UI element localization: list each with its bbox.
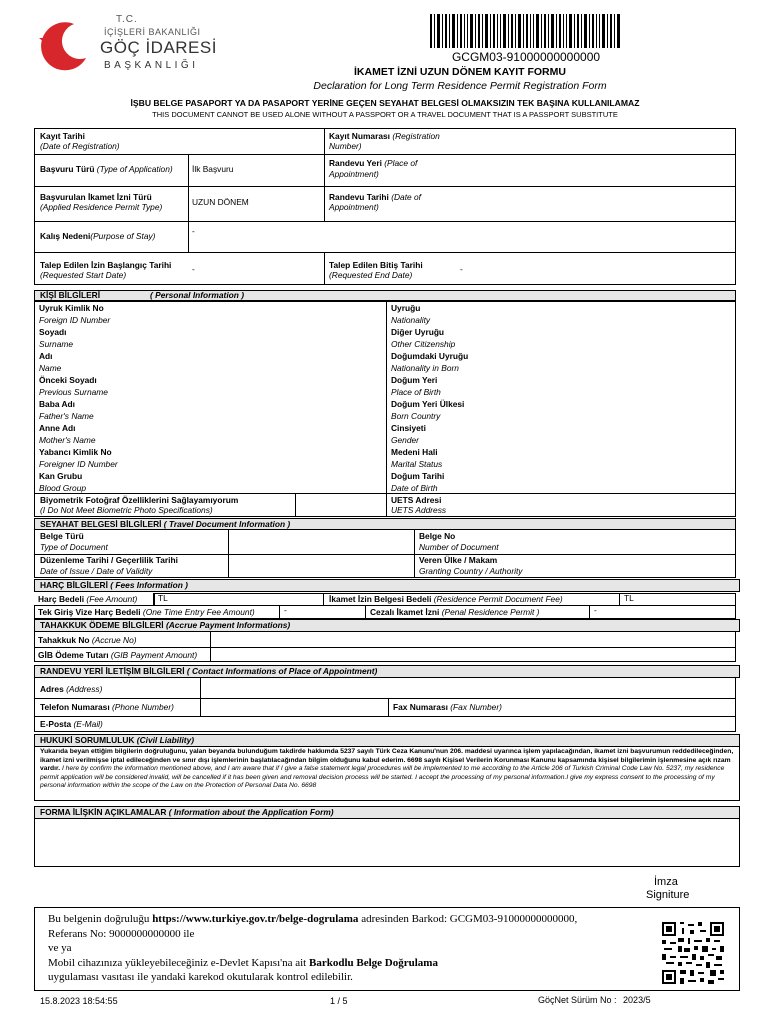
kayit-no-label: Kayıt Numarası bbox=[329, 131, 390, 141]
verify-line5: uygulaması vasıtası ile yandaki karekod okutularak kontrol edilebilir. bbox=[48, 971, 353, 983]
travel-title-en: ( Travel Document Information ) bbox=[163, 519, 291, 529]
harc-en: (Fee Amount) bbox=[86, 594, 138, 604]
verify-line3: ve ya bbox=[48, 942, 72, 954]
basvuru-turu-label: Başvuru Türü bbox=[40, 164, 95, 174]
vize-value: - bbox=[284, 605, 287, 615]
logo bbox=[34, 14, 217, 76]
personal-right-field-label-en: Marital Status bbox=[391, 459, 443, 469]
adres-en: (Address) bbox=[66, 684, 103, 694]
footer-version: 2023/5 bbox=[623, 995, 651, 1005]
belge-turu-en: Type of Document bbox=[40, 542, 108, 552]
personal-right-field-label-en: Gender bbox=[391, 435, 419, 445]
ikamet-bedel-en: (Residence Permit Document Fee) bbox=[433, 594, 563, 604]
cezali-label: Cezalı İkamet İzni bbox=[370, 607, 440, 617]
gib-label: GİB Ödeme Tutarı bbox=[38, 650, 109, 660]
randevu-yeri-en: (Place of bbox=[384, 158, 418, 168]
personal-right-field-label: Doğum Yeri bbox=[391, 375, 438, 385]
verify-line1-b: adresinden Barkod: GCGM03-91000000000000, bbox=[361, 913, 578, 925]
personal-left-field-label: Baba Adı bbox=[39, 399, 75, 409]
kalis-nedeni-value: - bbox=[192, 226, 195, 236]
harc-value: TL bbox=[158, 593, 168, 603]
verify-line4-b: Barkodlu Belge Doğrulama bbox=[309, 956, 438, 969]
accrue-title: TAHAKKUK ÖDEME BİLGİLERİ bbox=[40, 620, 164, 630]
personal-left-field-label: Anne Adı bbox=[39, 423, 76, 433]
ikamet-bedel-value: TL bbox=[624, 593, 634, 603]
notes-title: FORMA İLİŞKİN AÇIKLAMALAR bbox=[40, 807, 167, 817]
personal-right-field-label: Doğum Yeri Ülkesi bbox=[391, 399, 465, 409]
verify-url[interactable]: https://www.turkiye.gov.tr/belge-dogrulama bbox=[152, 913, 359, 925]
kalis-nedeni-en: (Purpose of Stay) bbox=[90, 231, 156, 241]
randevu-tarihi-label: Randevu Tarihi bbox=[329, 192, 389, 202]
tahakkuk-no-label: Tahakkuk No bbox=[38, 635, 90, 645]
kayit-tarihi-en: (Date of Registration) bbox=[40, 141, 120, 151]
personal-right-field-label-en: Nationality in Born bbox=[391, 363, 459, 373]
footer-version-label: GöçNet Sürüm No : bbox=[538, 995, 617, 1005]
belge-no-label: Belge No bbox=[419, 531, 456, 541]
personal-left-field-label-en: Foreigner ID Number bbox=[39, 459, 118, 469]
kayit-tarihi-label: Kayıt Tarihi bbox=[40, 131, 85, 141]
barcode-icon bbox=[430, 14, 620, 48]
telefon-en: (Phone Number) bbox=[111, 702, 174, 712]
baslangic-value: - bbox=[192, 264, 195, 274]
fax-label: Fax Numarası bbox=[393, 702, 448, 712]
personal-right-field-label-en: Born Country bbox=[391, 411, 441, 421]
baslangic-en: (Requested Start Date) bbox=[40, 270, 127, 280]
basvuru-turu-value: İlk Başvuru bbox=[192, 164, 234, 174]
logo-ministry: İÇİŞLERİ BAKANLIĞI bbox=[104, 27, 201, 37]
personal-left-field-label-en: Name bbox=[39, 363, 62, 373]
gecerlilik-label: Düzenleme Tarihi / Geçerlilik Tarihi bbox=[40, 555, 178, 565]
gib-en: (GIB Payment Amount) bbox=[110, 650, 198, 660]
barcode bbox=[430, 14, 620, 48]
personal-left-field-label-en: Father's Name bbox=[39, 411, 94, 421]
fax-en: (Fax Number) bbox=[450, 702, 502, 712]
notes-area bbox=[34, 819, 740, 867]
liability-text-en: I here by confirm the information mentioned above, and I am aware that if I give a false statement legal procedures will be implemented to me according to the Article 206 of Turkish Criminal Code Law No. 5237, my residence permit application will be considered invalid, will be cancelled if it has been given and removal decision process will be started. I accept the processing of my personal information.I give my express consent to the processing of my personal information within the scope of the Law on the Protection of Personal Data No. 6698 bbox=[40, 765, 725, 790]
veren-label: Veren Ülke / Makam bbox=[419, 555, 498, 565]
vize-en: (One Time Entry Fee Amount) bbox=[142, 607, 255, 617]
logo-tc: T.C. bbox=[116, 14, 138, 25]
cezali-value: - bbox=[594, 605, 597, 615]
randevu-tarihi-en2: Appointment) bbox=[329, 202, 379, 212]
belge-turu-label: Belge Türü bbox=[40, 531, 84, 541]
verify-line2: Referans No: 9000000000000 ile bbox=[48, 927, 195, 940]
eposta-en: (E-Mail) bbox=[73, 719, 103, 729]
telefon-label: Telefon Numarası bbox=[40, 702, 110, 712]
personal-right-field-label: Doğum Tarihi bbox=[391, 471, 445, 481]
accrue-title-en: (Accrue Payment Informations) bbox=[165, 620, 291, 630]
notes-title-en: ( Information about the Application Form) bbox=[168, 807, 334, 817]
kalis-nedeni-label: Kalış Nedeni bbox=[40, 231, 91, 241]
kayit-no-en2: Number) bbox=[329, 141, 362, 151]
ikamet-bedel-label: İkamet İzin Belgesi Bedeli bbox=[329, 594, 432, 604]
personal-left-field-label-en: Foreign ID Number bbox=[39, 315, 111, 325]
liability-text-tr: Yukarıda beyan ettiğim bilgilerin doğruluğunu, yalan beyanda bulunduğum takdirde hakkımda 5237 sayılı Türk Ceza Kanunu'nun 206. maddesi uyarınca işlem yapılacağından, ikamet izni başvurumun reddedileceğinden, ikamet izni verilmişse iptal edileceğinden ve sınır dışı işlemlerinin başlatılacağından bilgim olduğunu kabul ederim. 6698 sayılı Kişisel Verilerin Korunması Kanunu kapsamında kişisel bilgilerimin işlenmesine açık rızam vardır. bbox=[40, 748, 734, 773]
personal-left-field-label-en: Previous Surname bbox=[39, 387, 108, 397]
personal-left-field-label: Uyruk Kimlik No bbox=[39, 303, 104, 313]
harc-label: Harç Bedeli bbox=[38, 594, 85, 604]
biometric-label: Biyometrik Fotoğraf Özelliklerini Sağlayamıyorum bbox=[40, 495, 239, 505]
eposta-label: E-Posta bbox=[40, 719, 72, 729]
liability-title-en: (Civil Liability) bbox=[136, 735, 195, 745]
randevu-yeri-en2: Appointment) bbox=[329, 169, 379, 179]
personal-header bbox=[34, 290, 736, 301]
personal-left-field-label: Soyadı bbox=[39, 327, 67, 337]
veren-en: Granting Country / Authority bbox=[419, 566, 523, 576]
basvuru-turu-en: (Type of Application) bbox=[96, 164, 173, 174]
belge-no-en: Number of Document bbox=[419, 542, 499, 552]
personal-left-field-label: Adı bbox=[39, 351, 53, 361]
signature-en: Signiture bbox=[646, 889, 690, 901]
footer-page: 1 / 5 bbox=[330, 996, 348, 1006]
barcode-text: GCGM03-91000000000000 bbox=[451, 50, 601, 64]
qr-code-icon bbox=[660, 920, 726, 986]
verify-text bbox=[48, 912, 648, 985]
personal-title: KİŞİ BİLGİLERİ bbox=[40, 290, 101, 300]
randevu-tarihi-en: (Date of bbox=[391, 192, 422, 202]
uets-label: UETS Adresi bbox=[391, 495, 442, 505]
kayit-no-en: (Registration bbox=[392, 131, 440, 141]
logo-name: GÖÇ İDARESİ bbox=[100, 38, 217, 57]
personal-left-field-label: Yabancı Kimlik No bbox=[39, 447, 112, 457]
cezali-en: (Penal Residence Permit ) bbox=[441, 607, 540, 617]
personal-right-field-label: Cinsiyeti bbox=[391, 423, 426, 433]
fees-title: HARÇ BİLGİLERİ bbox=[40, 580, 108, 590]
personal-right-field-label-en: Date of Birth bbox=[391, 483, 438, 493]
personal-left-field-label-en: Surname bbox=[39, 339, 73, 349]
verify-line4-a: Mobil cihazınıza yükleyebileceğiniz e-Devlet Kapısı'na ait bbox=[48, 956, 307, 969]
liability-text bbox=[40, 748, 734, 791]
footer-datetime: 15.8.2023 18:54:55 bbox=[40, 996, 118, 1006]
crescent-star-icon bbox=[34, 18, 90, 74]
logo-sub: BAŞKANLIĞI bbox=[104, 60, 199, 71]
warning-tr: İŞBU BELGE PASAPORT YA DA PASAPORT YERİNE GEÇEN SEYAHAT BELGESİ OLMAKSIZIN TEK BAŞINA KULLANILAMAZ bbox=[130, 98, 640, 108]
personal-right-field-label-en: Other Citizenship bbox=[391, 339, 456, 349]
personal-right-field-label-en: Place of Birth bbox=[391, 387, 441, 397]
gecerlilik-en: Date of Issue / Date of Validity bbox=[40, 566, 153, 576]
biometric-en: (I Do Not Meet Biometric Photo Specifications) bbox=[40, 505, 213, 515]
fees-title-en: ( Fees Information ) bbox=[110, 580, 188, 590]
adres-label: Adres bbox=[40, 684, 64, 694]
personal-left-list bbox=[39, 302, 379, 494]
verify-line1-a: Bu belgenin doğruluğu bbox=[48, 913, 150, 925]
uets-en: UETS Address bbox=[391, 505, 447, 515]
travel-title: SEYAHAT BELGESİ BİLGİLERİ bbox=[40, 519, 162, 529]
personal-left-field-label: Kan Grubu bbox=[39, 471, 83, 481]
personal-right-field-label: Medeni Hali bbox=[391, 447, 438, 457]
form-title: İKAMET İZNİ UZUN DÖNEM KAYIT FORMU bbox=[354, 66, 566, 78]
personal-right-field-label: Uyruğu bbox=[391, 303, 421, 313]
contact-title-en: ( Contact Informations of Place of Appointment) bbox=[186, 666, 378, 676]
signature-tr: İmza bbox=[654, 876, 678, 888]
personal-right-field-label: Doğumdaki Uyruğu bbox=[391, 351, 469, 361]
form-title-en: Declaration for Long Term Residence Permit Registration Form bbox=[313, 80, 607, 92]
contact-title: RANDEVU YERİ İLETİŞİM BİLGİLERİ bbox=[40, 666, 185, 676]
personal-left-field-label-en: Blood Group bbox=[39, 483, 87, 493]
bitis-value: - bbox=[460, 264, 463, 274]
bitis-label: Talep Edilen Bitiş Tarihi bbox=[329, 260, 423, 270]
personal-right-field-label-en: Nationality bbox=[391, 315, 431, 325]
personal-title-en: ( Personal Information ) bbox=[150, 290, 244, 300]
personal-left-field-label: Önceki Soyadı bbox=[39, 375, 97, 385]
bitis-en: (Requested End Date) bbox=[329, 270, 413, 280]
tahakkuk-no-en: (Accrue No) bbox=[91, 635, 137, 645]
personal-left-field-label-en: Mother's Name bbox=[39, 435, 96, 445]
baslangic-label: Talep Edilen İzin Başlangıç Tarihi bbox=[40, 260, 172, 270]
vize-label: Tek Giriş Vize Harç Bedeli bbox=[38, 607, 141, 617]
liability-title: HUKUKİ SORUMLULUK bbox=[40, 735, 135, 745]
personal-right-field-label: Diğer Uyruğu bbox=[391, 327, 445, 337]
randevu-yeri-label: Randevu Yeri bbox=[329, 158, 382, 168]
ikamet-turu-label: Başvurulan İkamet İzni Türü bbox=[40, 192, 152, 202]
ikamet-turu-en: (Applied Residence Permit Type) bbox=[40, 202, 163, 212]
warning-en: THIS DOCUMENT CANNOT BE USED ALONE WITHOUT A PASSPORT OR A TRAVEL DOCUMENT THAT IS A PASSPORT SUBSTITUTE bbox=[152, 110, 618, 119]
personal-right-list bbox=[391, 302, 731, 494]
ikamet-turu-value: UZUN DÖNEM bbox=[192, 197, 249, 207]
